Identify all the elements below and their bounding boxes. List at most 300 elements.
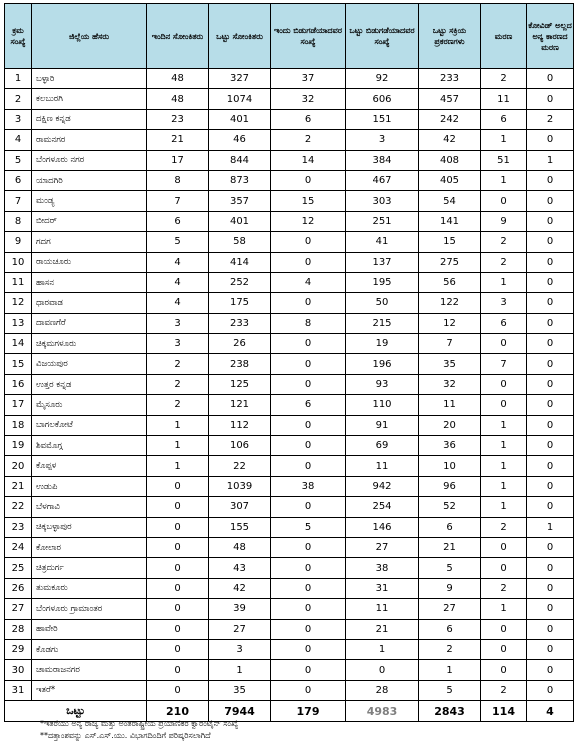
cell-total-discharged: 28 [346, 680, 419, 700]
cell-total-discharged: 942 [346, 476, 419, 496]
cell-today-discharged: 0 [271, 170, 346, 190]
cell-total-infected: 42 [209, 578, 271, 598]
cell-deaths: 0 [481, 191, 527, 211]
header-non-covid-deaths: ಕೋವಿಡ್ ಅಲ್ಲದ ಅನ್ಯ ಕಾರಣದ ಮರಣ [527, 4, 574, 69]
cell-non-covid-deaths: 0 [527, 89, 574, 109]
cell-deaths: 3 [481, 293, 527, 313]
cell-total-discharged: 384 [346, 150, 419, 170]
cell-district-name: ಶಿವಮೊಗ್ಗ [32, 436, 147, 456]
cell-deaths: 0 [481, 334, 527, 354]
cell-total-infected: 873 [209, 170, 271, 190]
cell-active-cases: 405 [419, 170, 481, 190]
table-row [5, 272, 574, 292]
cell-active-cases: 12 [419, 313, 481, 333]
cell-today-discharged: 12 [271, 211, 346, 231]
cell-serial-no: 19 [5, 436, 32, 456]
cell-non-covid-deaths: 0 [527, 436, 574, 456]
cell-today-discharged: 0 [271, 497, 346, 517]
cell-district-name: ರಾಯಚೂರು [32, 252, 147, 272]
cell-district-name: ವಿಜಯಪುರ [32, 354, 147, 374]
cell-non-covid-deaths: 2 [527, 109, 574, 129]
cell-district-name: ಚಾಮರಾಜನಗರ [32, 660, 147, 680]
cell-active-cases: 20 [419, 415, 481, 435]
cell-today-infected: 48 [147, 89, 209, 109]
cell-deaths: 2 [481, 680, 527, 700]
cell-district-name: ದಾವಣಗೆರೆ [32, 313, 147, 333]
cell-non-covid-deaths: 1 [527, 517, 574, 537]
cell-total-discharged: 254 [346, 497, 419, 517]
cell-deaths: 1 [481, 272, 527, 292]
cell-serial-no: 7 [5, 191, 32, 211]
header-row [5, 4, 574, 69]
cell-active-cases: 408 [419, 150, 481, 170]
table-row [5, 599, 574, 619]
cell-total-discharged: 0 [346, 660, 419, 680]
cell-serial-no: 31 [5, 680, 32, 700]
cell-active-cases: 233 [419, 69, 481, 89]
cell-district-name: ತುಮಕೂರು [32, 578, 147, 598]
cell-active-cases: 5 [419, 680, 481, 700]
cell-deaths: 7 [481, 354, 527, 374]
table-row [5, 456, 574, 476]
cell-total-infected: 327 [209, 69, 271, 89]
cell-deaths: 0 [481, 619, 527, 639]
cell-today-infected: 21 [147, 130, 209, 150]
cell-non-covid-deaths: 0 [527, 497, 574, 517]
cell-serial-no: 16 [5, 374, 32, 394]
cell-non-covid-deaths: 0 [527, 619, 574, 639]
cell-today-discharged: 0 [271, 334, 346, 354]
cell-today-infected: 0 [147, 619, 209, 639]
total-active-cases: 2843 [419, 701, 481, 722]
cell-total-discharged: 27 [346, 537, 419, 557]
cell-non-covid-deaths: 0 [527, 415, 574, 435]
cell-today-discharged: 0 [271, 232, 346, 252]
cell-active-cases: 11 [419, 395, 481, 415]
table-row [5, 130, 574, 150]
cell-today-discharged: 0 [271, 639, 346, 659]
cell-total-discharged: 11 [346, 456, 419, 476]
cell-serial-no: 1 [5, 69, 32, 89]
table-row [5, 374, 574, 394]
cell-serial-no: 15 [5, 354, 32, 374]
cell-serial-no: 20 [5, 456, 32, 476]
cell-non-covid-deaths: 0 [527, 374, 574, 394]
cell-deaths: 1 [481, 436, 527, 456]
cell-deaths: 1 [481, 476, 527, 496]
cell-total-infected: 121 [209, 395, 271, 415]
cell-non-covid-deaths: 0 [527, 252, 574, 272]
cell-today-infected: 4 [147, 272, 209, 292]
cell-serial-no: 23 [5, 517, 32, 537]
cell-today-discharged: 4 [271, 272, 346, 292]
cell-total-discharged: 11 [346, 599, 419, 619]
cell-serial-no: 29 [5, 639, 32, 659]
cell-non-covid-deaths: 0 [527, 191, 574, 211]
cell-today-infected: 48 [147, 69, 209, 89]
cell-district-name: ಬೆಂಗಳೂರು ನಗರ [32, 150, 147, 170]
cell-today-infected: 4 [147, 252, 209, 272]
cell-today-discharged: 0 [271, 374, 346, 394]
table-row [5, 415, 574, 435]
cell-non-covid-deaths: 0 [527, 334, 574, 354]
cell-deaths: 1 [481, 170, 527, 190]
table-row [5, 211, 574, 231]
cell-today-infected: 4 [147, 293, 209, 313]
cell-total-infected: 401 [209, 211, 271, 231]
cell-non-covid-deaths: 0 [527, 293, 574, 313]
cell-non-covid-deaths: 0 [527, 599, 574, 619]
table-row [5, 89, 574, 109]
cell-district-name: ಕಲಬುರಗಿ [32, 89, 147, 109]
cell-deaths: 0 [481, 395, 527, 415]
cell-total-infected: 27 [209, 619, 271, 639]
header-active-cases: ಒಟ್ಟು ಸಕ್ರಿಯ ಪ್ರಕರಣಗಳು [419, 4, 481, 69]
header-serial-no: ಕ್ರಮ ಸಂಖ್ಯೆ [5, 4, 32, 69]
cell-district-name: ಗದಗ [32, 232, 147, 252]
header-total-discharged: ಒಟ್ಟು ಬಿಡುಗಡೆಯಾದವರ ಸಂಖ್ಯೆ [346, 4, 419, 69]
cell-today-discharged: 0 [271, 660, 346, 680]
cell-district-name: ಹಾವೇರಿ [32, 619, 147, 639]
cell-active-cases: 242 [419, 109, 481, 129]
cell-today-infected: 3 [147, 313, 209, 333]
cell-non-covid-deaths: 0 [527, 395, 574, 415]
cell-today-discharged: 0 [271, 436, 346, 456]
cell-serial-no: 10 [5, 252, 32, 272]
cell-active-cases: 36 [419, 436, 481, 456]
cell-today-discharged: 0 [271, 415, 346, 435]
cell-deaths: 0 [481, 558, 527, 578]
cell-today-infected: 17 [147, 150, 209, 170]
cell-today-discharged: 0 [271, 680, 346, 700]
cell-active-cases: 141 [419, 211, 481, 231]
cell-today-infected: 6 [147, 211, 209, 231]
cell-active-cases: 457 [419, 89, 481, 109]
cell-deaths: 1 [481, 456, 527, 476]
table-row [5, 170, 574, 190]
cell-total-infected: 401 [209, 109, 271, 129]
cell-deaths: 1 [481, 415, 527, 435]
cell-active-cases: 35 [419, 354, 481, 374]
cell-serial-no: 9 [5, 232, 32, 252]
cell-active-cases: 1 [419, 660, 481, 680]
table-row [5, 395, 574, 415]
cell-district-name: ಉಡುಪಿ [32, 476, 147, 496]
cell-total-infected: 233 [209, 313, 271, 333]
cell-active-cases: 21 [419, 537, 481, 557]
cell-active-cases: 27 [419, 599, 481, 619]
cell-active-cases: 32 [419, 374, 481, 394]
total-discharged: 4983 [346, 701, 419, 722]
cell-today-discharged: 8 [271, 313, 346, 333]
cell-total-infected: 22 [209, 456, 271, 476]
cell-district-name: ಬೆಂಗಳೂರು ಗ್ರಾಮಾಂತರ [32, 599, 147, 619]
header-today-discharged: ಇಂದು ಬಿಡುಗಡೆಯಾದವರ ಸಂಖ್ಯೆ [271, 4, 346, 69]
cell-district-name: ಬಳ್ಳಾರಿ [32, 69, 147, 89]
cell-total-discharged: 31 [346, 578, 419, 598]
cell-district-name: ರಾಮನಗರ [32, 130, 147, 150]
cell-deaths: 2 [481, 232, 527, 252]
cell-non-covid-deaths: 0 [527, 578, 574, 598]
table-row [5, 497, 574, 517]
cell-today-discharged: 0 [271, 354, 346, 374]
cell-deaths: 2 [481, 578, 527, 598]
cell-deaths: 0 [481, 374, 527, 394]
cell-total-infected: 307 [209, 497, 271, 517]
cell-district-name: ಕೊಡಗು [32, 639, 147, 659]
cell-total-discharged: 251 [346, 211, 419, 231]
cell-total-infected: 26 [209, 334, 271, 354]
table-row [5, 639, 574, 659]
cell-deaths: 0 [481, 537, 527, 557]
total-today-infected: 210 [147, 701, 209, 722]
footnote-others: *ಇತರೆಯು ಅನ್ಯ ರಾಜ್ಯ ಮತ್ತು ಅಂತರಾಷ್ಟ್ರೀಯ ಪ್ರಯಾಣಿಕರ ಕ್ವಾರಂಟೈನ್ ಸಂಖ್ಯೆ [40, 719, 239, 728]
cell-today-infected: 8 [147, 170, 209, 190]
cell-district-name: ಹಾಸನ [32, 272, 147, 292]
cell-today-discharged: 0 [271, 456, 346, 476]
cell-total-discharged: 1 [346, 639, 419, 659]
cell-total-infected: 1039 [209, 476, 271, 496]
cell-serial-no: 25 [5, 558, 32, 578]
cell-district-name: ಮೈಸೂರು [32, 395, 147, 415]
table-row [5, 558, 574, 578]
cell-serial-no: 17 [5, 395, 32, 415]
cell-non-covid-deaths: 0 [527, 130, 574, 150]
total-infected: 7944 [209, 701, 271, 722]
table-row [5, 619, 574, 639]
cell-total-infected: 414 [209, 252, 271, 272]
cell-today-infected: 2 [147, 374, 209, 394]
cell-total-discharged: 93 [346, 374, 419, 394]
cell-total-discharged: 196 [346, 354, 419, 374]
cell-deaths: 2 [481, 517, 527, 537]
cell-non-covid-deaths: 0 [527, 170, 574, 190]
cell-today-infected: 2 [147, 354, 209, 374]
total-today-discharged: 179 [271, 701, 346, 722]
cell-non-covid-deaths: 0 [527, 558, 574, 578]
cell-serial-no: 28 [5, 619, 32, 639]
table-row [5, 660, 574, 680]
header-deaths: ಮರಣ [481, 4, 527, 69]
cell-today-discharged: 0 [271, 558, 346, 578]
cell-total-infected: 125 [209, 374, 271, 394]
footnotes [40, 718, 238, 742]
cell-today-infected: 1 [147, 415, 209, 435]
cell-deaths: 6 [481, 313, 527, 333]
cell-total-infected: 357 [209, 191, 271, 211]
cell-serial-no: 24 [5, 537, 32, 557]
cell-total-discharged: 467 [346, 170, 419, 190]
cell-today-discharged: 15 [271, 191, 346, 211]
cell-active-cases: 56 [419, 272, 481, 292]
table-row [5, 436, 574, 456]
cell-total-infected: 58 [209, 232, 271, 252]
cell-active-cases: 275 [419, 252, 481, 272]
cell-active-cases: 52 [419, 497, 481, 517]
cell-active-cases: 6 [419, 619, 481, 639]
cell-today-discharged: 0 [271, 293, 346, 313]
cell-today-infected: 0 [147, 476, 209, 496]
header-total-infected: ಒಟ್ಟು ಸೋಂಕಿತರು [209, 4, 271, 69]
cell-total-discharged: 215 [346, 313, 419, 333]
cell-total-discharged: 3 [346, 130, 419, 150]
cell-serial-no: 27 [5, 599, 32, 619]
cell-serial-no: 8 [5, 211, 32, 231]
cell-total-infected: 35 [209, 680, 271, 700]
cell-today-infected: 7 [147, 191, 209, 211]
cell-total-discharged: 21 [346, 619, 419, 639]
cell-today-discharged: 0 [271, 537, 346, 557]
table-row [5, 354, 574, 374]
cell-today-discharged: 14 [271, 150, 346, 170]
cell-non-covid-deaths: 0 [527, 639, 574, 659]
table-row [5, 476, 574, 496]
total-non-covid-deaths: 4 [527, 701, 574, 722]
cell-deaths: 51 [481, 150, 527, 170]
cell-total-discharged: 50 [346, 293, 419, 313]
cell-non-covid-deaths: 0 [527, 313, 574, 333]
cell-deaths: 11 [481, 89, 527, 109]
cell-total-infected: 112 [209, 415, 271, 435]
cell-non-covid-deaths: 0 [527, 680, 574, 700]
district-covid-table [4, 3, 574, 722]
cell-total-discharged: 151 [346, 109, 419, 129]
cell-deaths: 1 [481, 130, 527, 150]
cell-today-infected: 1 [147, 436, 209, 456]
cell-total-infected: 1074 [209, 89, 271, 109]
cell-today-discharged: 32 [271, 89, 346, 109]
cell-serial-no: 26 [5, 578, 32, 598]
cell-serial-no: 30 [5, 660, 32, 680]
cell-district-name: ಬಾಗಲಕೋಟೆ [32, 415, 147, 435]
cell-non-covid-deaths: 0 [527, 272, 574, 292]
cell-today-infected: 0 [147, 680, 209, 700]
cell-today-infected: 2 [147, 395, 209, 415]
table-row [5, 69, 574, 89]
table-row [5, 252, 574, 272]
cell-today-infected: 0 [147, 660, 209, 680]
cell-total-discharged: 146 [346, 517, 419, 537]
cell-active-cases: 9 [419, 578, 481, 598]
cell-today-infected: 1 [147, 456, 209, 476]
header-district-name: ಜಿಲ್ಲೆಯ ಹೆಸರು [32, 4, 147, 69]
cell-district-name: ಚಿಕ್ಕಬಳ್ಳಾಪುರ [32, 517, 147, 537]
table-row [5, 334, 574, 354]
cell-deaths: 9 [481, 211, 527, 231]
cell-deaths: 2 [481, 252, 527, 272]
cell-total-infected: 46 [209, 130, 271, 150]
cell-district-name: ದಕ್ಷಿಣ ಕನ್ನಡ [32, 109, 147, 129]
cell-today-discharged: 5 [271, 517, 346, 537]
cell-non-covid-deaths: 0 [527, 660, 574, 680]
cell-total-discharged: 110 [346, 395, 419, 415]
footnote-data-revision: **ದತ್ತಾಂಶವನ್ನು ಎಸ್.ಎಸ್.ಯು. ವಿಭಾಗದಿಂದಿಗೆ ಪರಿಷ್ಕರಿಸಲಾಗಿದೆ [40, 731, 211, 740]
cell-today-discharged: 6 [271, 109, 346, 129]
cell-deaths: 1 [481, 497, 527, 517]
cell-total-discharged: 38 [346, 558, 419, 578]
cell-district-name: ಯಾದಗಿರಿ [32, 170, 147, 190]
cell-active-cases: 6 [419, 517, 481, 537]
cell-deaths: 6 [481, 109, 527, 129]
cell-non-covid-deaths: 0 [527, 69, 574, 89]
cell-serial-no: 18 [5, 415, 32, 435]
cell-active-cases: 42 [419, 130, 481, 150]
cell-total-infected: 1 [209, 660, 271, 680]
cell-today-infected: 23 [147, 109, 209, 129]
cell-total-infected: 3 [209, 639, 271, 659]
cell-non-covid-deaths: 0 [527, 537, 574, 557]
cell-total-discharged: 137 [346, 252, 419, 272]
table-row [5, 537, 574, 557]
cell-serial-no: 14 [5, 334, 32, 354]
cell-today-infected: 0 [147, 599, 209, 619]
cell-today-discharged: 0 [271, 578, 346, 598]
cell-active-cases: 10 [419, 456, 481, 476]
cell-total-infected: 238 [209, 354, 271, 374]
cell-non-covid-deaths: 1 [527, 150, 574, 170]
table-row [5, 517, 574, 537]
cell-total-infected: 844 [209, 150, 271, 170]
cell-today-infected: 0 [147, 537, 209, 557]
totals-label: ಒಟ್ಟು [5, 701, 147, 722]
cell-serial-no: 4 [5, 130, 32, 150]
cell-total-infected: 106 [209, 436, 271, 456]
cell-serial-no: 6 [5, 170, 32, 190]
cell-serial-no: 3 [5, 109, 32, 129]
table-row [5, 191, 574, 211]
table-row [5, 150, 574, 170]
cell-serial-no: 21 [5, 476, 32, 496]
total-deaths: 114 [481, 701, 527, 722]
cell-total-discharged: 41 [346, 232, 419, 252]
cell-district-name: ಚಿತ್ರದುರ್ಗ [32, 558, 147, 578]
cell-today-infected: 3 [147, 334, 209, 354]
cell-today-infected: 0 [147, 558, 209, 578]
cell-active-cases: 15 [419, 232, 481, 252]
cell-total-infected: 155 [209, 517, 271, 537]
cell-district-name: ಮಂಡ್ಯ [32, 191, 147, 211]
cell-non-covid-deaths: 0 [527, 476, 574, 496]
cell-deaths: 2 [481, 69, 527, 89]
table-row [5, 109, 574, 129]
cell-serial-no: 22 [5, 497, 32, 517]
cell-serial-no: 2 [5, 89, 32, 109]
cell-total-discharged: 19 [346, 334, 419, 354]
cell-total-infected: 48 [209, 537, 271, 557]
cell-total-discharged: 606 [346, 89, 419, 109]
cell-deaths: 0 [481, 639, 527, 659]
cell-total-discharged: 195 [346, 272, 419, 292]
cell-today-discharged: 37 [271, 69, 346, 89]
cell-today-discharged: 0 [271, 252, 346, 272]
cell-non-covid-deaths: 0 [527, 354, 574, 374]
header-today-infected: ಇಂದಿನ ಸೋಂಕಿತರು [147, 4, 209, 69]
cell-today-infected: 5 [147, 232, 209, 252]
cell-total-discharged: 91 [346, 415, 419, 435]
table-row [5, 680, 574, 700]
cell-today-discharged: 0 [271, 619, 346, 639]
cell-serial-no: 12 [5, 293, 32, 313]
cell-serial-no: 11 [5, 272, 32, 292]
cell-serial-no: 13 [5, 313, 32, 333]
cell-non-covid-deaths: 0 [527, 211, 574, 231]
cell-today-infected: 0 [147, 497, 209, 517]
cell-today-discharged: 6 [271, 395, 346, 415]
cell-active-cases: 2 [419, 639, 481, 659]
cell-today-infected: 0 [147, 517, 209, 537]
cell-district-name: ಕೋಲಾರ [32, 537, 147, 557]
cell-district-name: ಬೆಳಗಾವಿ [32, 497, 147, 517]
